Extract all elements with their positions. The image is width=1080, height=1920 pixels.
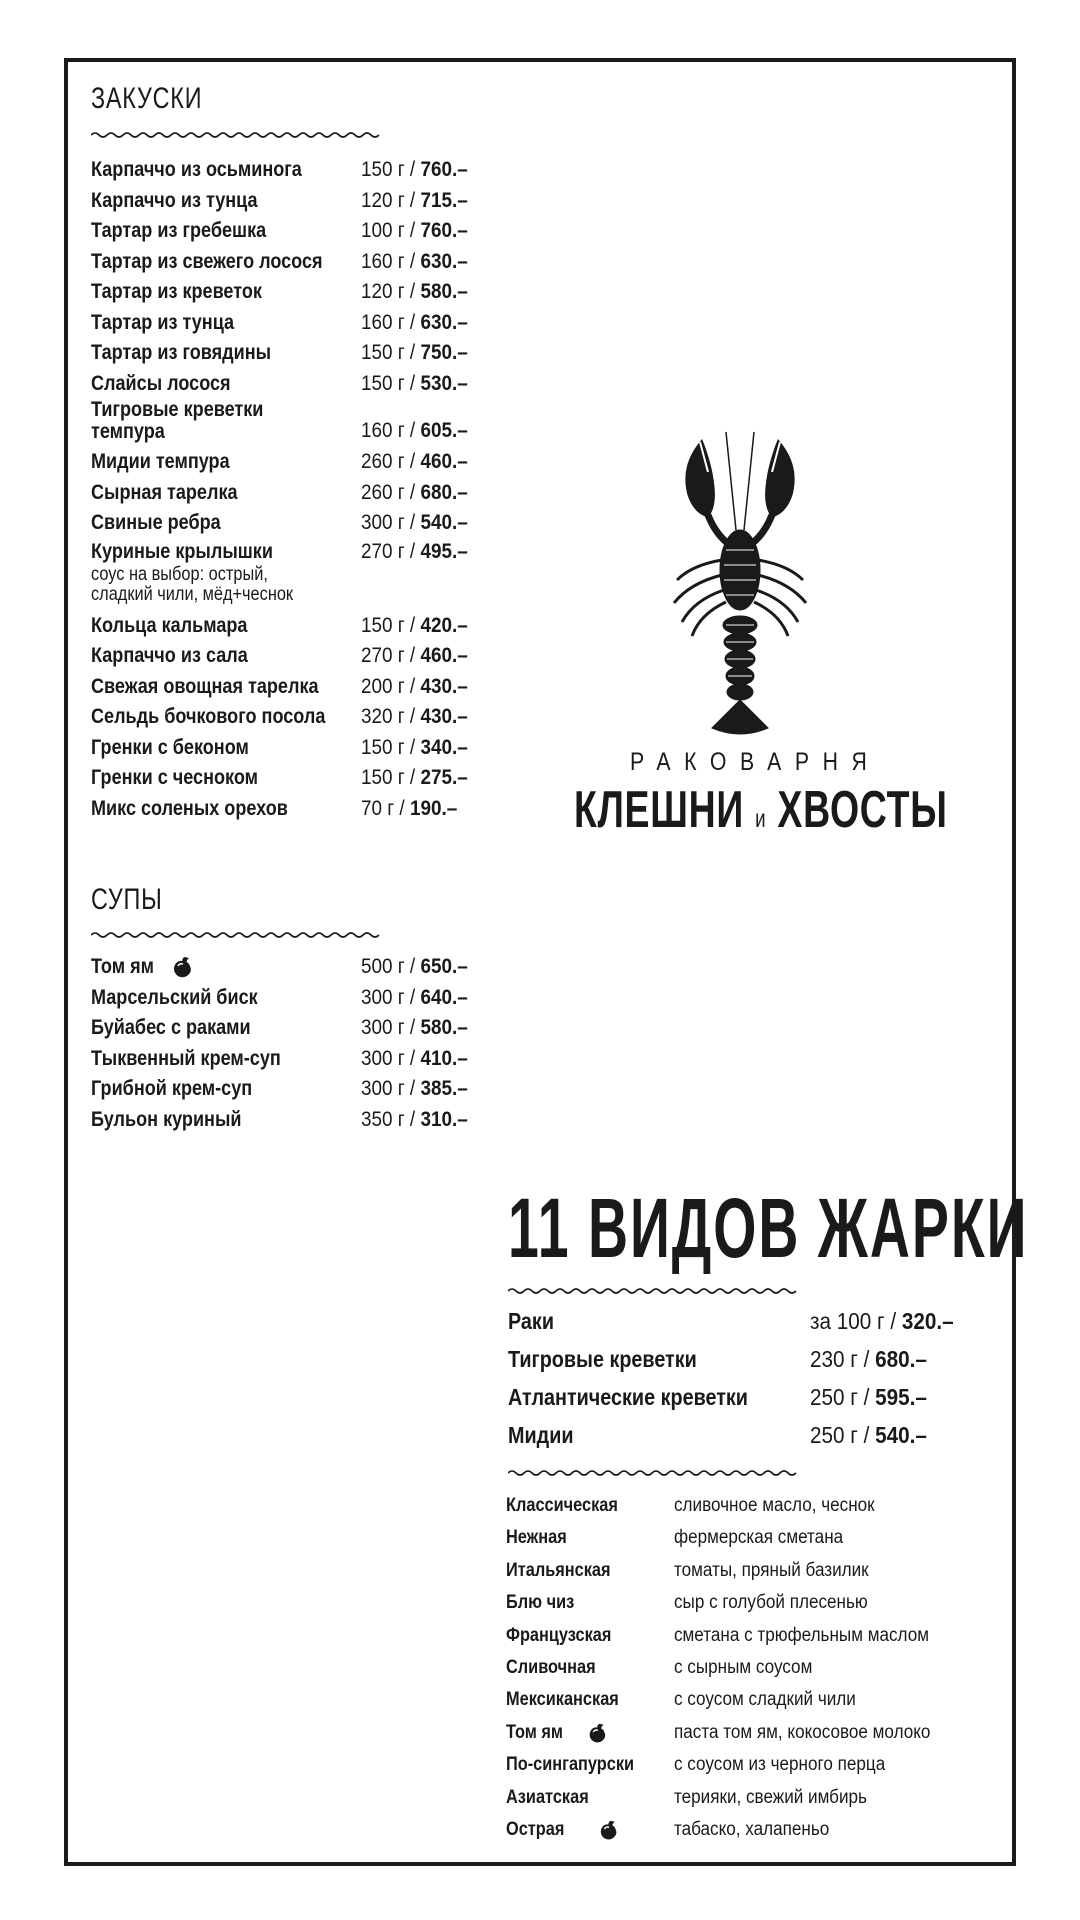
style-item: Азиатская терияки, свежий имбирь — [506, 1786, 867, 1808]
wave-divider — [508, 1286, 800, 1296]
menu-item: Куриные крылышки соус на выбор: острый, сладкий чили, мёд+чеснок 270 г / 495.– — [91, 539, 468, 605]
chili-icon — [586, 1721, 607, 1745]
zharka-list — [508, 1302, 988, 1454]
menu-item: Том ям 500 г / 650.– — [91, 952, 511, 983]
style-item: Мексиканская с соусом сладкий чили — [506, 1689, 856, 1711]
menu-item: Свиные ребра 300 г / 540.– — [91, 511, 468, 534]
menu-item: Карпаччо из осьминога 150 г / 760.– — [91, 158, 468, 181]
section-title-zakuski: ЗАКУСКИ — [91, 82, 203, 115]
style-item: Французская сметана с трюфельным маслом — [506, 1624, 929, 1646]
section-title-supy: СУПЫ — [91, 883, 163, 916]
wave-divider — [91, 130, 383, 140]
menu-item: Грибной крем-суп 300 г / 385.– — [91, 1077, 468, 1100]
menu-item: Карпаччо из сала 270 г / 460.– — [91, 644, 468, 667]
menu-item: Тартар из гребешка 100 г / 760.– — [91, 219, 468, 242]
menu-item: Тартар из свежего лосося 160 г / 630.– — [91, 249, 468, 273]
menu-item: Мидии темпура 260 г / 460.– — [91, 450, 468, 473]
menu-item: Слайсы лосося 150 г / 530.– — [91, 371, 468, 395]
section-title-zharka: 11 ВИДОВ ЖАРКИ — [508, 1181, 1029, 1275]
menu-item: Гренки с беконом 150 г / 340.– — [91, 735, 468, 759]
menu-item: Сырная тарелка 260 г / 680.– — [91, 480, 468, 504]
menu-item: Буйабес с раками 300 г / 580.– — [91, 1016, 468, 1039]
style-item: Сливочная с сырным соусом — [506, 1657, 813, 1679]
menu-item: Гренки с чесноком 150 г / 275.– — [91, 766, 468, 789]
style-item: По-сингапурски с соусом из черного перца — [506, 1754, 886, 1776]
menu-item: Свежая овощная тарелка 200 г / 430.– — [91, 674, 468, 698]
logo-title: КЛЕШНИ и ХВОСТЫ — [574, 781, 948, 839]
menu-item: Тартар из тунца 160 г / 630.– — [91, 310, 468, 334]
supy-list — [91, 952, 511, 1135]
logo-subtitle: РАКОВАРНЯ — [630, 748, 881, 776]
style-item: Блю чиз сыр с голубой плесенью — [506, 1592, 868, 1614]
menu-item: Тигровые креветки 230 г / 680.– — [508, 1346, 927, 1372]
menu-item: Марсельский биск 300 г / 640.– — [91, 985, 468, 1009]
chili-icon — [171, 954, 193, 980]
menu-item: Раки за 100 г / 320.– — [508, 1308, 954, 1334]
chili-icon — [598, 1818, 619, 1842]
wave-divider — [91, 930, 383, 940]
menu-item: Бульон куриный 350 г / 310.– — [91, 1107, 468, 1131]
zakuski-list — [91, 155, 511, 824]
menu-item: Тигровые креветки темпура 160 г / 605.– — [91, 398, 468, 443]
menu-item: Микс соленых орехов 70 г / 190.– — [91, 796, 458, 820]
style-item: Итальянская томаты, пряный базилик — [506, 1559, 869, 1581]
menu-item: Атлантические креветки 250 г / 595.– — [508, 1384, 927, 1410]
style-item: Нежная фермерская сметана — [506, 1527, 844, 1549]
menu-item: Тартар из говядины 150 г / 750.– — [91, 341, 468, 364]
menu-item: Мидии 250 г / 540.– — [508, 1422, 927, 1448]
menu-item: Тартар из креветок 120 г / 580.– — [91, 280, 468, 303]
wave-divider — [508, 1468, 800, 1478]
style-item: Том ям паста том ям, кокосовое молоко — [506, 1721, 931, 1743]
crayfish-illustration — [640, 430, 840, 745]
menu-item: Карпаччо из тунца 120 г / 715.– — [91, 188, 468, 212]
menu-item: Сельдь бочкового посола 320 г / 430.– — [91, 705, 468, 728]
menu-item: Тыквенный крем-суп 300 г / 410.– — [91, 1046, 468, 1070]
zharka-styles-list — [506, 1490, 1006, 1846]
style-item: Острая табаско, халапеньо — [506, 1819, 830, 1841]
menu-item: Кольца кальмара 150 г / 420.– — [91, 613, 468, 637]
style-item: Классическая сливочное масло, чеснок — [506, 1495, 875, 1516]
